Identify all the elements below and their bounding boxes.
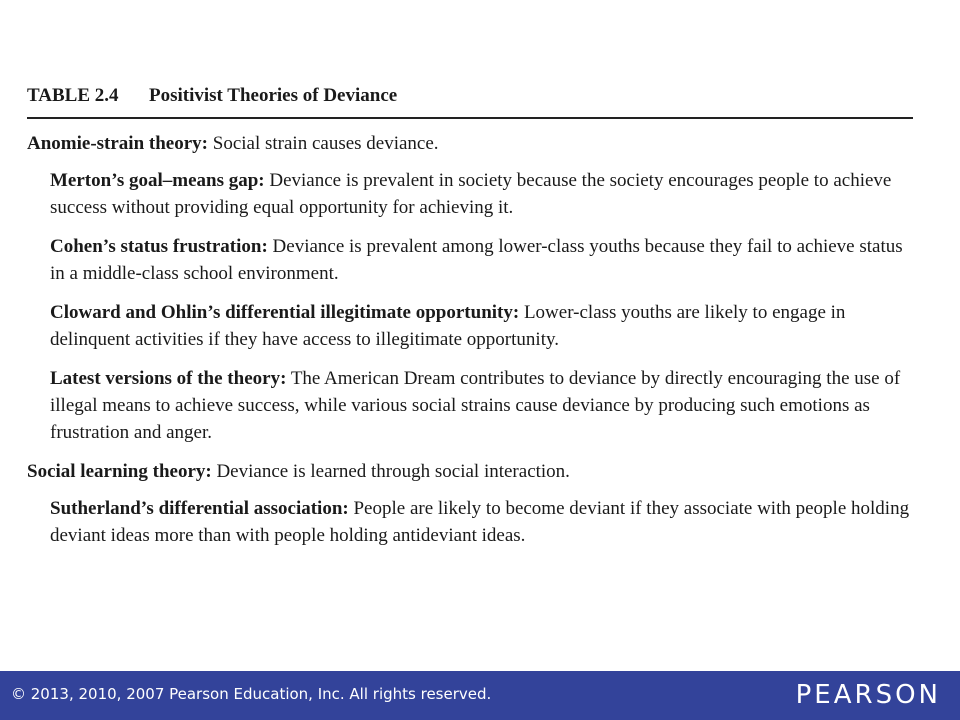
sub-theory-entry	[50, 495, 913, 549]
entry-text: Deviance is learned through social interaction.	[211, 461, 570, 482]
entry-term: Social learning theory:	[27, 461, 212, 482]
title-rule	[27, 117, 913, 119]
sub-theory-entry	[50, 299, 913, 353]
sub-theory-entry	[50, 365, 913, 446]
theory-entry	[27, 130, 913, 157]
entry-text: Deviance is prevalent among lower-class youths because they fail to achieve status in a middle-class school environment.	[50, 236, 903, 284]
table-heading	[27, 84, 913, 110]
entry-term: Latest versions of the theory:	[50, 368, 287, 389]
pearson-logo: PEARSON	[795, 680, 941, 710]
entry-term: Cohen’s status frustration:	[50, 236, 268, 257]
table-title: Positivist Theories of Deviance	[149, 85, 398, 106]
entry-text: People are likely to become deviant if they associate with people holding deviant ideas more than with people holding antideviant ideas.	[50, 498, 910, 546]
table-block	[27, 84, 913, 561]
entry-term: Cloward and Ohlin’s differential illegitimate opportunity:	[50, 302, 520, 323]
entry-text: Deviance is prevalent in society because the society encourages people to achieve success without providing equal opportunity for achieving it.	[50, 170, 892, 218]
sub-theory-entry	[50, 167, 913, 221]
copyright-notice: © 2013, 2010, 2007 Pearson Education, Inc. All rights reserved.	[11, 685, 492, 703]
footer-bar	[0, 671, 960, 720]
entry-term: Anomie-strain theory:	[27, 133, 208, 154]
theory-entry	[27, 458, 913, 485]
entry-text: The American Dream contributes to deviance by directly encouraging the use of illegal means to achieve success, while various social strains cause deviance by producing such emotions as frustration and anger.	[50, 368, 901, 443]
entry-text: Social strain causes deviance.	[208, 133, 439, 154]
sub-theory-entry	[50, 233, 913, 287]
entry-text: Lower-class youths are likely to engage in delinquent activities if they have access to illegitimate opportunity.	[50, 302, 846, 350]
entry-term: Merton’s goal–means gap:	[50, 170, 265, 191]
entry-term: Sutherland’s differential association:	[50, 498, 349, 519]
table-number: TABLE 2.4	[27, 85, 119, 106]
